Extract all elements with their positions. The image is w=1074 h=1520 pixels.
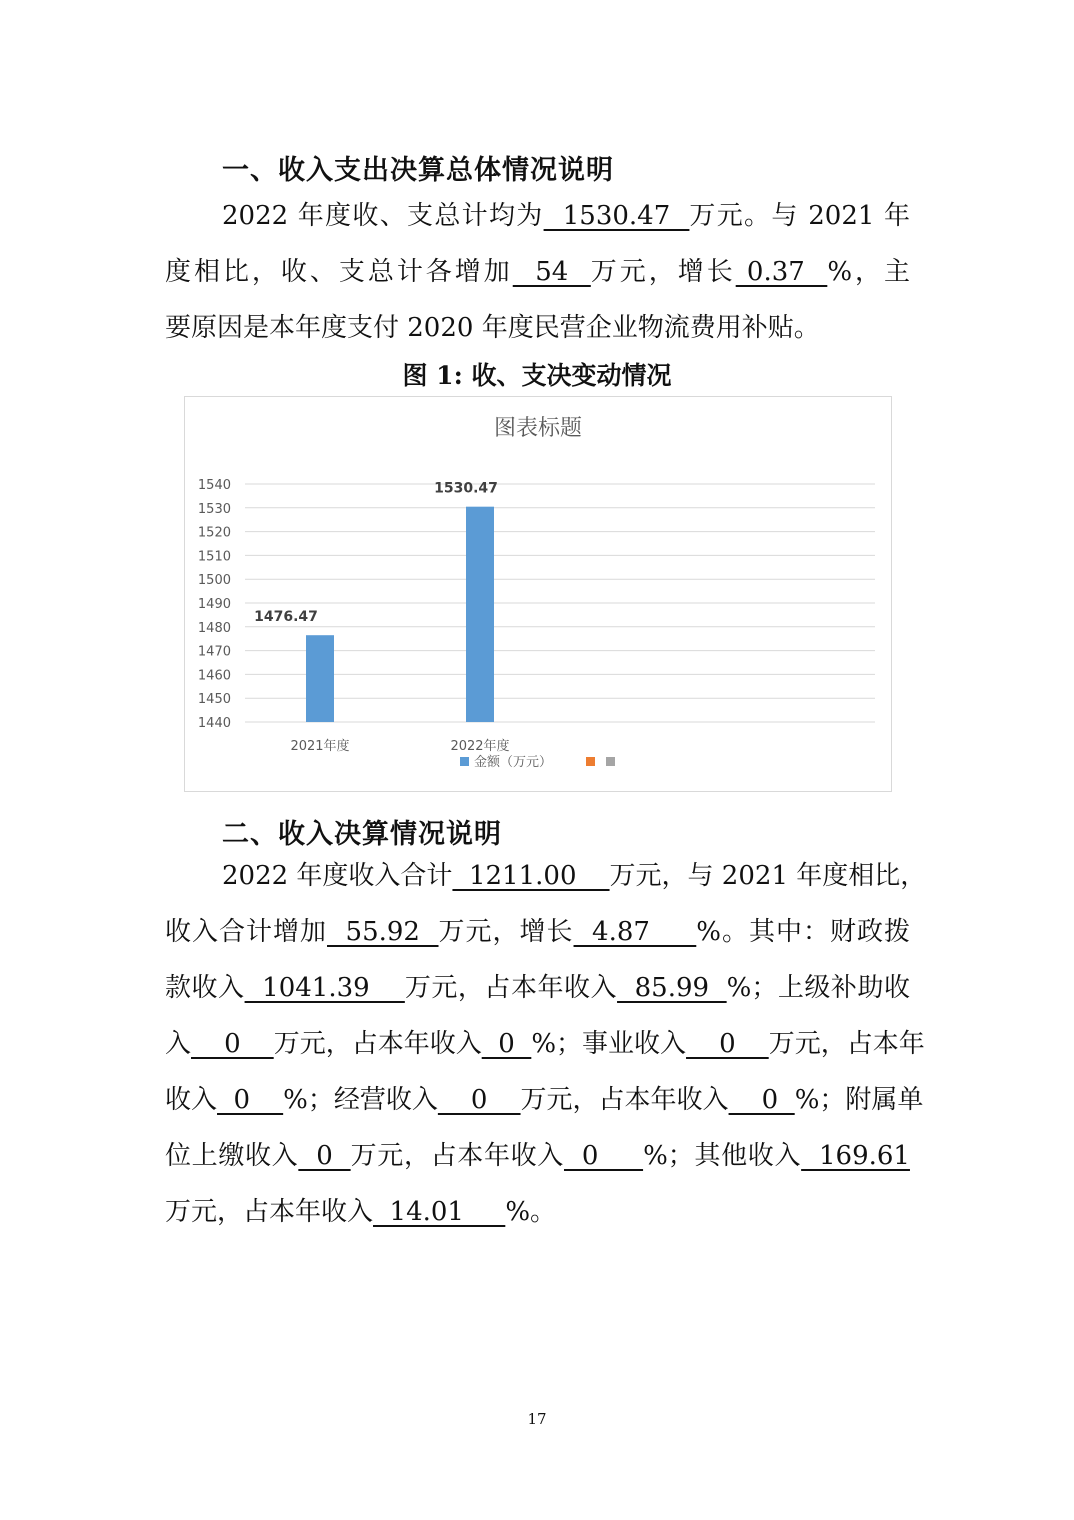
bars xyxy=(306,507,494,722)
text: 入 xyxy=(165,1029,192,1059)
data-label: 1530.47 xyxy=(434,480,498,497)
chart-title: 图表标题 xyxy=(493,416,583,441)
section2-paragraph xyxy=(165,848,927,1240)
legend-label: 金额（万元） xyxy=(474,755,553,770)
text: 万元，占本年收入 xyxy=(520,1085,729,1115)
text: 万元，占本年收入 xyxy=(165,1197,374,1227)
data-labels xyxy=(254,481,498,626)
paragraph-line xyxy=(165,1072,924,1128)
business-share: 0 xyxy=(217,1085,284,1115)
text: 收入合计增加 xyxy=(165,917,328,947)
income-increase: 55.92 xyxy=(327,917,439,947)
text: %；附属单 xyxy=(794,1085,924,1115)
total-amount: 1530.47 xyxy=(543,201,690,231)
y-tick-label: 1520 xyxy=(197,525,231,541)
paragraph-line xyxy=(165,848,927,904)
y-tick-label: 1530 xyxy=(197,501,231,517)
text: 万元，占本年 xyxy=(768,1029,925,1059)
business-income: 0 xyxy=(686,1029,769,1059)
text: 万元，占本年收入 xyxy=(404,973,618,1003)
legend-swatch xyxy=(606,757,615,766)
y-tick-label: 1450 xyxy=(197,692,231,708)
text: 2022 年度收、支总计均为 xyxy=(222,201,544,231)
bar xyxy=(466,507,494,722)
section1-heading: 一、收入支出决算总体情况说明 xyxy=(222,155,614,186)
y-tick-label: 1460 xyxy=(197,668,231,684)
page-number: 17 xyxy=(527,1410,547,1428)
fiscal-income: 1041.39 xyxy=(244,973,405,1003)
text: 2022 年度收入合计 xyxy=(222,861,453,891)
bar-chart xyxy=(184,396,892,792)
text: %；其他收入 xyxy=(643,1141,802,1171)
income-total: 1211.00 xyxy=(452,861,610,891)
fiscal-share: 85.99 xyxy=(617,973,727,1003)
text: %。 xyxy=(505,1197,557,1227)
text: %；上级补助收 xyxy=(726,973,910,1003)
y-axis-ticks xyxy=(198,478,231,731)
subsidy-share: 0 xyxy=(481,1029,532,1059)
subsidy-income: 0 xyxy=(191,1029,274,1059)
increase-amount: 54 xyxy=(512,257,591,287)
paragraph-line xyxy=(165,1184,910,1240)
text: 位上缴收入 xyxy=(165,1141,299,1171)
y-tick-label: 1480 xyxy=(197,620,231,636)
paragraph-line xyxy=(165,904,910,960)
y-tick-label: 1490 xyxy=(197,597,231,612)
paragraph-line xyxy=(165,244,910,300)
figure-caption: 图 1: 收、支决变动情况 xyxy=(402,361,672,390)
x-tick-label: 2022年度 xyxy=(450,739,510,754)
other-share: 14.01 xyxy=(373,1197,506,1227)
legend xyxy=(460,754,615,770)
income-growth: 4.87 xyxy=(573,917,697,947)
text: 收入 xyxy=(165,1085,218,1115)
legend-swatch xyxy=(586,757,595,766)
x-tick-label: 2021年度 xyxy=(290,739,350,754)
paragraph-line xyxy=(165,188,910,244)
text: 度相比，收、支总计各增加 xyxy=(165,257,513,287)
text: %；经营收入 xyxy=(283,1085,438,1115)
x-axis-ticks xyxy=(290,738,509,754)
affiliate-share: 0 xyxy=(563,1141,644,1171)
operating-share: 0 xyxy=(728,1085,795,1115)
text: %；事业收入 xyxy=(531,1029,687,1059)
growth-rate: 0.37 xyxy=(735,257,828,287)
paragraph-line xyxy=(165,960,910,1016)
text: 万元，与 2021 年度相比， xyxy=(609,861,927,891)
text: 万元，增长 xyxy=(438,917,574,947)
operating-income: 0 xyxy=(437,1085,521,1115)
section2-heading: 二、收入决算情况说明 xyxy=(222,819,502,850)
legend-swatch xyxy=(460,757,469,766)
data-label: 1476.47 xyxy=(254,609,318,626)
gridlines xyxy=(245,484,875,722)
y-tick-label: 1470 xyxy=(197,644,231,660)
text: 款收入 xyxy=(165,973,245,1003)
bar xyxy=(306,635,334,722)
affiliate-income: 0 xyxy=(298,1141,351,1171)
y-tick-label: 1540 xyxy=(197,478,231,493)
paragraph-line xyxy=(165,1128,910,1184)
text: %。其中：财政拨 xyxy=(696,917,910,947)
text: %，主 xyxy=(827,257,910,287)
y-tick-label: 1440 xyxy=(197,716,231,731)
text: 万元，增长 xyxy=(590,257,736,287)
y-tick-label: 1500 xyxy=(197,573,231,589)
paragraph-line: 要原因是本年度支付 2020 年度民营企业物流费用补贴。 xyxy=(165,313,820,343)
text: 万元。与 2021 年 xyxy=(689,201,911,231)
text: 万元，占本年收入 xyxy=(273,1029,482,1059)
text: 万元，占本年收入 xyxy=(350,1141,564,1171)
other-income: 169.61 xyxy=(801,1141,910,1171)
paragraph-line xyxy=(165,1016,925,1072)
y-tick-label: 1510 xyxy=(197,549,231,565)
section1-paragraph xyxy=(165,188,910,356)
